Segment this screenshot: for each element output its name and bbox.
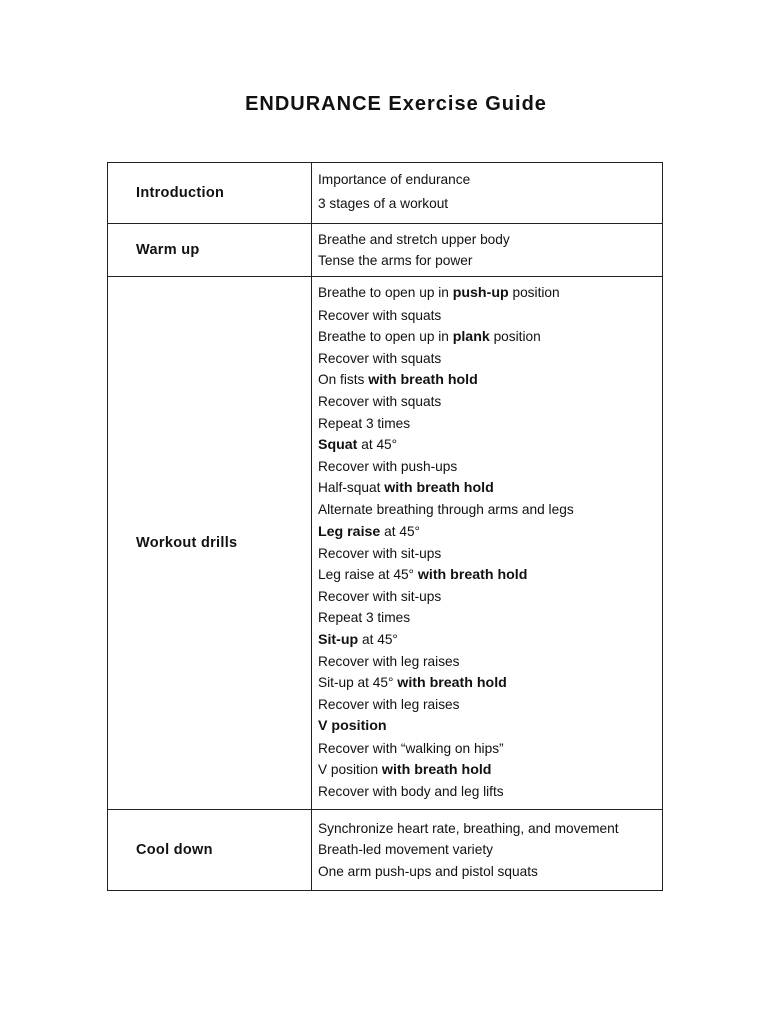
text-segment: On fists	[318, 372, 369, 388]
text-segment: Half-squat	[318, 480, 385, 496]
list-item	[318, 348, 662, 369]
text-segment: position	[508, 285, 560, 301]
section-label: Cool down	[108, 810, 312, 891]
text-segment: 3 stages of a workout	[318, 195, 449, 211]
list-item	[318, 456, 662, 477]
list-item	[318, 781, 662, 802]
text-segment: Recover with push-ups	[318, 459, 458, 475]
list-item	[318, 391, 662, 412]
section-content	[312, 277, 663, 810]
text-segment: V position	[318, 761, 382, 777]
list-item	[318, 192, 662, 216]
text-segment: Breathe and stretch upper body	[318, 232, 510, 247]
table-row	[108, 810, 663, 891]
section-label: Introduction	[108, 163, 312, 224]
text-segment: at 45°	[358, 631, 398, 647]
list-item	[318, 413, 662, 434]
list-item	[318, 543, 662, 564]
list-item	[318, 672, 662, 694]
list-item	[318, 759, 662, 781]
text-segment: Breathe to open up in	[318, 328, 453, 344]
list-item	[318, 738, 662, 759]
list-item	[318, 586, 662, 607]
text-segment: Recover with leg raises	[318, 653, 460, 669]
list-item	[318, 305, 662, 326]
text-segment: Breath-led movement variety	[318, 842, 493, 858]
text-segment: Recover with squats	[318, 307, 442, 323]
section-content	[312, 224, 663, 277]
text-segment: Tense the arms for power	[318, 253, 473, 269]
emphasis-text: push-up	[452, 285, 509, 302]
text-segment: Repeat 3 times	[318, 415, 411, 431]
table-row	[108, 277, 663, 810]
section-label: Workout drills	[108, 277, 312, 810]
text-segment: at 45°	[357, 436, 398, 452]
section-content	[312, 163, 663, 224]
emphasis-text: plank	[452, 328, 490, 345]
emphasis-text: Leg raise	[318, 523, 381, 540]
list-item	[318, 168, 662, 192]
text-segment: Leg raise at 45°	[318, 567, 418, 583]
section-content	[312, 810, 663, 891]
list-item	[318, 715, 662, 737]
text-segment: Recover with squats	[318, 394, 442, 410]
exercise-guide-body	[108, 163, 663, 891]
exercise-guide-table	[107, 162, 663, 891]
list-item	[318, 629, 662, 651]
table-row	[108, 224, 663, 277]
list-item	[318, 694, 662, 715]
emphasis-text: with breath hold	[384, 480, 494, 497]
text-segment: Synchronize heart rate, breathing, and movement	[318, 821, 619, 837]
section-label: Warm up	[108, 224, 312, 277]
list-item	[318, 607, 662, 628]
emphasis-text: with breath hold	[417, 567, 528, 584]
text-segment: Recover with sit-ups	[318, 545, 442, 561]
text-segment: at 45°	[380, 523, 421, 539]
list-item	[318, 839, 662, 860]
emphasis-text: with breath hold	[381, 761, 492, 778]
emphasis-text: V position	[318, 718, 387, 735]
list-item	[318, 521, 662, 543]
list-item	[318, 861, 662, 882]
text-segment: Repeat 3 times	[318, 610, 411, 626]
list-item	[318, 229, 662, 250]
text-segment: Recover with sit-ups	[318, 589, 442, 605]
emphasis-text: Squat	[318, 436, 358, 453]
emphasis-text: with breath hold	[397, 675, 507, 692]
text-segment: Breathe to open up in	[318, 285, 453, 301]
text-segment: Importance of endurance	[318, 172, 471, 187]
text-segment: Sit-up at 45°	[318, 675, 398, 691]
page-title: ENDURANCE Exercise Guide	[245, 93, 547, 115]
list-item	[318, 434, 662, 456]
text-segment: Alternate breathing through arms and legs	[318, 502, 574, 518]
emphasis-text: Sit-up	[318, 631, 359, 648]
list-item	[318, 477, 662, 499]
text-segment: Recover with leg raises	[318, 697, 460, 713]
text-segment: position	[489, 328, 541, 344]
list-item	[318, 282, 662, 304]
list-item	[318, 499, 662, 520]
list-item	[318, 564, 662, 586]
list-item	[318, 369, 662, 391]
text-segment: One arm push-ups and pistol squats	[318, 863, 538, 879]
list-item	[318, 651, 662, 672]
text-segment: Recover with body and leg lifts	[318, 784, 504, 800]
list-item	[318, 326, 662, 348]
emphasis-text: with breath hold	[368, 372, 478, 389]
text-segment: Recover with squats	[318, 351, 442, 367]
text-segment: Recover with “walking on hips”	[318, 740, 504, 756]
list-item	[318, 818, 662, 839]
list-item	[318, 250, 662, 271]
table-row	[108, 163, 663, 224]
